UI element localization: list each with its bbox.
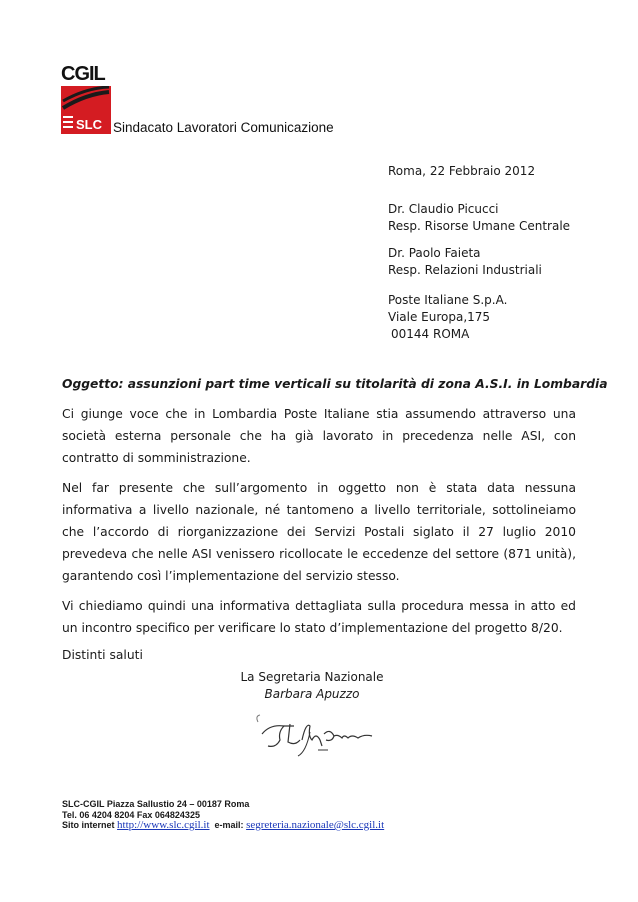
footer-web-line [62,820,384,830]
org-name: Sindacato Lavoratori Comunicazione [113,120,334,135]
slc-logo-icon [61,86,111,134]
footer-email-label: e-mail: [214,820,244,830]
letter-subject: Oggetto: assunzioni part time verticali su titolarità di zona A.S.I. in Lombardia [62,377,608,391]
footer-site-label: Sito internet [62,820,115,830]
recipient-city: 00144 ROMA [391,327,470,341]
letter-date: Roma, 22 Febbraio 2012 [388,164,536,178]
paragraph-3: Vi chiediamo quindi una informativa dettagliata sulla procedura messa in atto ed un incontro specifico per verificare lo stato d’implementazione del progetto 8/20. [62,599,576,635]
paragraph-1: Ci giunge voce che in Lombardia Poste Italiane stia assumendo attraverso una società esterna personale che ha già lavorato in precedenza nelle ASI, con contratto di somministrazione. [62,407,576,465]
footer-address: SLC-CGIL Piazza Sallustio 24 – 00187 Roma [62,799,250,809]
recipient-company: Poste Italiane S.p.A. [388,293,508,307]
paragraph-2: Nel far presente che sull’argomento in oggetto non è stata data nessuna informativa a livello nazionale, né tantomeno a livello territoriale, sottolineiamo che l’accordo di riorganizzazione dei Servizi Postali siglato il 27 luglio 2010 prevedeva che nelle ASI venissero ricollocate le eccedenze del settore (871 unità), garantendo così l’implementazione del servizio stesso. [62,481,576,583]
footer-phones: Tel. 06 4204 8204 Fax 064824325 [62,810,200,820]
footer-email-link[interactable]: segreteria.nazionale@slc.cgil.it [246,819,385,831]
logo-cgil-wordmark: CGIL [61,63,105,85]
recipient-street: Viale Europa,175 [388,310,491,324]
signature-office: La Segretaria Nazionale [240,670,384,684]
recipient-1-role: Resp. Risorse Umane Centrale [388,219,571,233]
logo-slc-text: SLC [76,117,102,132]
signature-name: Barbara Apuzzo [264,687,360,701]
handwritten-signature [250,712,385,762]
footer-site-link[interactable]: http://www.slc.cgil.it [117,819,210,831]
closing: Distinti saluti [62,648,143,662]
recipient-1-name: Dr. Claudio Picucci [388,202,499,216]
recipient-2-name: Dr. Paolo Faieta [388,246,481,260]
recipient-2-role: Resp. Relazioni Industriali [388,263,542,277]
